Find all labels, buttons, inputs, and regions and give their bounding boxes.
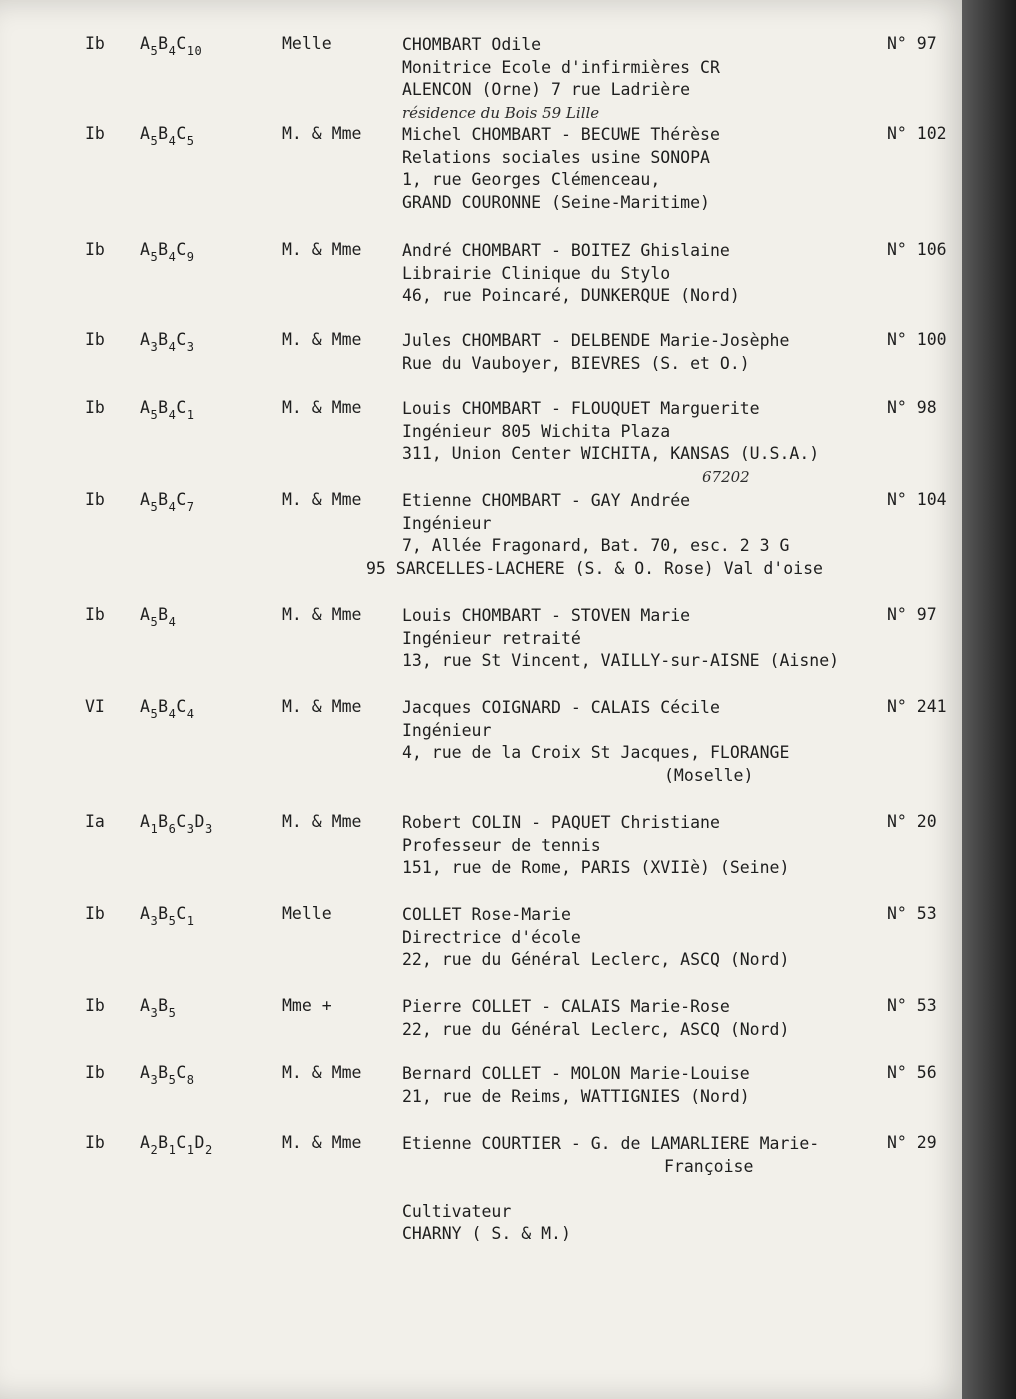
code-subscript: 5 (150, 44, 159, 58)
entry-title: M. & Mme (282, 812, 362, 831)
entry-line: Ingénieur (402, 720, 492, 740)
entry-class: Ib (85, 490, 105, 509)
entry-line: Librairie Clinique du Stylo (402, 263, 671, 283)
entry-line: Robert COLIN - PAQUET Christiane (402, 813, 720, 832)
entry-number: N° 29 (887, 1133, 937, 1152)
code-letter: B (158, 124, 169, 143)
entry-number: N° 102 (887, 124, 947, 143)
code-letter: B (158, 605, 169, 624)
code-subscript: 1 (186, 1143, 195, 1157)
code-letter: A (140, 1063, 151, 1082)
code-letter: B (158, 996, 169, 1015)
code-subscript: 2 (204, 1143, 213, 1157)
code-subscript: 5 (168, 1073, 177, 1087)
code-letter: A (140, 1133, 151, 1152)
entry-lines (402, 398, 819, 488)
code-letter: B (158, 34, 169, 53)
code-subscript: 5 (168, 1006, 177, 1020)
code-subscript: 4 (168, 408, 177, 422)
entry-line: 13, rue St Vincent, VAILLY-sur-AISNE (Aisne) (402, 651, 840, 670)
code-subscript: 4 (168, 44, 177, 58)
entry-line: Ingénieur 805 Wichita Plaza (402, 421, 671, 441)
entry-line: 7, Allée Fragonard, Bat. 70, esc. 2 3 G (402, 536, 790, 555)
code-subscript: 5 (168, 914, 177, 928)
entry-line: GRAND COURONNE (Seine-Maritime) (402, 192, 710, 212)
entry-lines (402, 996, 789, 1041)
code-subscript: 4 (168, 500, 177, 514)
code-subscript: 3 (186, 822, 195, 836)
code-letter: B (158, 240, 169, 259)
entry-line: Louis CHOMBART - STOVEN Marie (402, 606, 691, 625)
code-letter: A (140, 605, 151, 624)
entry-title: M. & Mme (282, 398, 362, 417)
entry-line: Jules CHOMBART - DELBENDE Marie-Josèphe (402, 331, 790, 350)
entry-class: Ib (85, 1063, 105, 1082)
entry-class: Ib (85, 904, 105, 923)
code-letter: B (158, 1133, 169, 1152)
code-subscript: 4 (186, 707, 195, 721)
entry-number: N° 53 (887, 904, 937, 923)
entry-title: M. & Mme (282, 1133, 362, 1152)
code-letter: A (140, 697, 151, 716)
entry-line: Bernard COLLET - MOLON Marie-Louise (402, 1064, 750, 1083)
entry-lines (402, 240, 740, 308)
code-letter: A (140, 240, 151, 259)
entry-genealogy-code (140, 398, 195, 422)
entry-title: Melle (282, 34, 332, 53)
entry-line: Cultivateur (402, 1201, 512, 1221)
code-subscript: 3 (186, 340, 195, 354)
entry-line: 22, rue du Général Leclerc, ASCQ (Nord) (402, 1019, 790, 1039)
code-letter: A (140, 34, 151, 53)
entry-genealogy-code (140, 490, 195, 514)
entry-lines (402, 1063, 750, 1108)
entry-title: M. & Mme (282, 697, 362, 716)
code-subscript: 4 (168, 134, 177, 148)
entry-number: N° 100 (887, 330, 947, 349)
entry-class: Ib (85, 124, 105, 143)
entry-line: Pierre COLLET - CALAIS Marie-Rose (402, 997, 730, 1016)
entry-line: Etienne CHOMBART - GAY Andrée (402, 491, 691, 510)
code-subscript: 5 (150, 615, 159, 629)
code-letter: C (176, 124, 187, 143)
entry-line: Relations sociales usine SONOPA (402, 147, 710, 167)
entry-class: Ib (85, 34, 105, 53)
entry-title: M. & Mme (282, 605, 362, 624)
entry-class: VI (85, 697, 105, 716)
entry-title: M. & Mme (282, 490, 362, 509)
code-letter: C (176, 812, 187, 831)
entry-number: N° 97 (887, 34, 937, 53)
code-subscript: 5 (186, 134, 195, 148)
code-letter: A (140, 124, 151, 143)
code-subscript: 3 (150, 914, 159, 928)
entry-line: (Moselle) (664, 765, 754, 785)
entry-class: Ib (85, 240, 105, 259)
code-letter: B (158, 490, 169, 509)
code-letter: C (176, 34, 187, 53)
entry-genealogy-code (140, 697, 195, 721)
entry-line: Professeur de tennis (402, 835, 601, 855)
entry-line (402, 1178, 819, 1201)
code-subscript: 3 (150, 1006, 159, 1020)
code-letter: A (140, 398, 151, 417)
entry-line: Ingénieur (402, 513, 492, 533)
code-letter: C (176, 490, 187, 509)
entry-line: Louis CHOMBART - FLOUQUET Marguerite (402, 399, 760, 418)
entry-line: 4, rue de la Croix St Jacques, FLORANGE (402, 743, 790, 762)
entry-class: Ib (85, 605, 105, 624)
entry-line: 95 SARCELLES-LACHERE (S. & O. Rose) Val d'oise (366, 558, 823, 578)
entry-class: Ib (85, 398, 105, 417)
entry-class: Ia (85, 812, 105, 831)
entry-line: résidence du Bois 59 Lille (402, 103, 600, 122)
code-letter: B (158, 812, 169, 831)
code-subscript: 7 (186, 500, 195, 514)
entry-genealogy-code (140, 605, 176, 629)
entry-lines (402, 34, 720, 124)
code-subscript: 10 (186, 44, 203, 58)
entry-line: Monitrice Ecole d'infirmières CR (402, 57, 720, 77)
code-subscript: 5 (150, 500, 159, 514)
code-subscript: 9 (186, 250, 195, 264)
entry-lines (402, 1133, 819, 1246)
entry-lines (402, 904, 789, 972)
code-letter: C (176, 904, 187, 923)
entry-line: Françoise (664, 1156, 754, 1176)
code-subscript: 1 (168, 1143, 177, 1157)
entry-lines (402, 605, 839, 673)
code-subscript: 3 (150, 1073, 159, 1087)
entry-class: Ib (85, 1133, 105, 1152)
entry-lines (402, 812, 789, 880)
code-subscript: 8 (186, 1073, 195, 1087)
entry-class: Ib (85, 996, 105, 1015)
code-letter: B (158, 398, 169, 417)
code-letter: B (158, 1063, 169, 1082)
code-subscript: 5 (150, 134, 159, 148)
entry-line: 1, rue Georges Clémenceau, (402, 170, 661, 189)
entry-number: N° 98 (887, 398, 937, 417)
code-letter: A (140, 904, 151, 923)
entry-genealogy-code (140, 904, 195, 928)
entry-line: 67202 (702, 467, 750, 486)
entry-genealogy-code (140, 34, 202, 58)
entry-number: N° 106 (887, 240, 947, 259)
code-letter: B (158, 330, 169, 349)
entry-line: 22, rue du Général Leclerc, ASCQ (Nord) (402, 950, 790, 969)
entry-line: André CHOMBART - BOITEZ Ghislaine (402, 241, 730, 260)
code-subscript: 1 (186, 914, 195, 928)
entry-number: N° 20 (887, 812, 937, 831)
code-subscript: 1 (186, 408, 195, 422)
entry-number: N° 97 (887, 605, 937, 624)
entry-genealogy-code (140, 124, 195, 148)
entry-title: M. & Mme (282, 1063, 362, 1082)
code-subscript: 2 (150, 1143, 159, 1157)
code-letter: A (140, 996, 151, 1015)
entry-class: Ib (85, 330, 105, 349)
entry-line: Michel CHOMBART - BECUWE Thérèse (402, 125, 720, 144)
entry-line: Rue du Vauboyer, BIEVRES (S. et O.) (402, 353, 750, 373)
code-letter: C (176, 1063, 187, 1082)
code-letter: B (158, 697, 169, 716)
entry-genealogy-code (140, 1133, 213, 1157)
entry-genealogy-code (140, 812, 213, 836)
code-letter: A (140, 812, 151, 831)
entry-genealogy-code (140, 1063, 195, 1087)
entry-title: M. & Mme (282, 124, 362, 143)
code-subscript: 4 (168, 340, 177, 354)
entry-number: N° 53 (887, 996, 937, 1015)
entry-lines (366, 490, 823, 580)
entry-genealogy-code (140, 240, 195, 264)
entry-line: 21, rue de Reims, WATTIGNIES (Nord) (402, 1086, 750, 1106)
entry-title: M. & Mme (282, 330, 362, 349)
code-letter: C (176, 240, 187, 259)
code-letter: C (176, 697, 187, 716)
entry-lines (402, 697, 789, 787)
code-subscript: 1 (150, 822, 159, 836)
entry-line: ALENCON (Orne) 7 rue Ladrière (402, 80, 691, 99)
code-letter: C (176, 330, 187, 349)
entry-line: Directrice d'école (402, 927, 581, 947)
code-subscript: 4 (168, 707, 177, 721)
entry-line: CHARNY ( S. & M.) (402, 1224, 571, 1243)
entry-line: Etienne COURTIER - G. de LAMARLIERE Marie- (402, 1134, 820, 1153)
code-subscript: 5 (150, 250, 159, 264)
entry-genealogy-code (140, 330, 195, 354)
code-subscript: 3 (150, 340, 159, 354)
entry-line: COLLET Rose-Marie (402, 905, 571, 924)
code-letter: C (176, 398, 187, 417)
entry-line: CHOMBART Odile (402, 35, 542, 54)
entry-line: 311, Union Center WICHITA, KANSAS (U.S.A.) (402, 444, 820, 463)
entry-title: Melle (282, 904, 332, 923)
code-letter: A (140, 490, 151, 509)
entry-line: Ingénieur retraité (402, 628, 581, 648)
entry-number: N° 241 (887, 697, 947, 716)
code-subscript: 5 (150, 707, 159, 721)
code-letter: C (176, 1133, 187, 1152)
code-subscript: 5 (150, 408, 159, 422)
code-subscript: 6 (168, 822, 177, 836)
entry-line: 151, rue de Rome, PARIS (XVIIè) (Seine) (402, 858, 790, 877)
code-letter: B (158, 904, 169, 923)
entry-title: M. & Mme (282, 240, 362, 259)
code-subscript: 4 (168, 615, 177, 629)
page-edge-shadow (962, 0, 1016, 1399)
code-letter: A (140, 330, 151, 349)
code-subscript: 3 (204, 822, 213, 836)
entry-title: Mme + (282, 996, 332, 1015)
code-subscript: 4 (168, 250, 177, 264)
entry-line: Jacques COIGNARD - CALAIS Cécile (402, 698, 720, 717)
code-letter: D (194, 812, 205, 831)
entry-lines (402, 330, 789, 375)
entry-lines (402, 124, 720, 214)
entry-number: N° 104 (887, 490, 947, 509)
entry-genealogy-code (140, 996, 176, 1020)
entry-number: N° 56 (887, 1063, 937, 1082)
code-letter: D (194, 1133, 205, 1152)
entry-line: 46, rue Poincaré, DUNKERQUE (Nord) (402, 286, 740, 305)
